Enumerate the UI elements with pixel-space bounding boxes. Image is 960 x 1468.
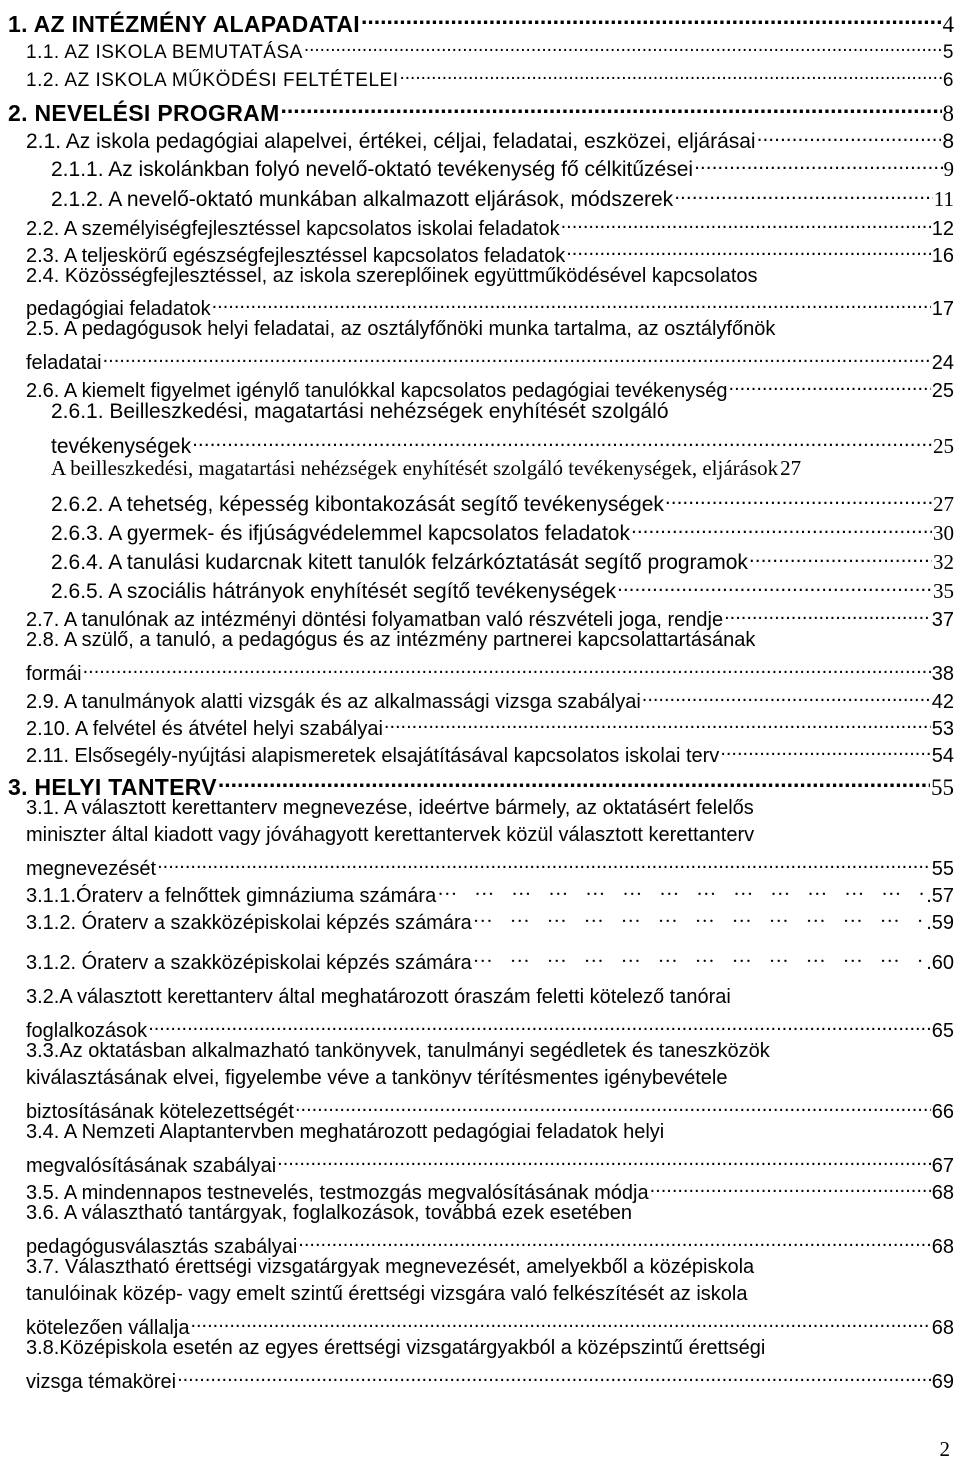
toc-entry-title: 2.6.5. A szociális hátrányok enyhítését segítő tevékenységek	[51, 580, 617, 604]
toc-entry[interactable]	[51, 515, 954, 546]
toc-entry-page: 24	[931, 352, 954, 374]
toc-entry-page: 68	[931, 1236, 954, 1258]
toc-entry[interactable]	[26, 711, 954, 741]
toc-entry-title-line: 3.6. A választható tantárgyak, foglalkozások, továbbá ezek esetében	[26, 1202, 632, 1224]
toc-entry-title-line: 2.8. A szülő, a tanuló, a pedagógus és az intézmény partnerei kapcsolattartásának	[26, 629, 756, 651]
toc-entry-title: 2. NEVELÉSI PROGRAM	[8, 99, 280, 126]
toc-entry-page: 9	[943, 157, 954, 182]
toc-entry-title: pedagógiai feladatok	[26, 298, 211, 320]
toc-leader	[157, 851, 931, 875]
toc-entry-page: .60	[926, 952, 954, 974]
toc-leader	[729, 373, 931, 397]
toc-entry-title-line: 3.1. A választott kerettanterv megnevezése, ideértve bármely, az oktatásért felelős	[26, 797, 754, 819]
toc-entry-title: foglalkozások	[26, 1020, 148, 1042]
toc-leader	[304, 35, 942, 58]
toc-entry-title: megvalósításának szabályai	[26, 1155, 277, 1177]
toc-entry-title: 1.2. AZ ISKOLA MŰKÖDÉSI FELTÉTELEI	[26, 69, 399, 91]
toc-leader	[665, 486, 932, 511]
toc-entry-page: 16	[931, 245, 954, 267]
toc-entry[interactable]	[8, 767, 954, 801]
toc-entry-page: 11	[933, 187, 954, 212]
toc-leader	[757, 123, 942, 148]
toc-entry-title: tevékenységek	[51, 435, 192, 459]
toc-entry[interactable]	[51, 573, 954, 604]
toc-leader	[361, 4, 942, 32]
toc-entry[interactable]	[26, 238, 954, 268]
toc-entry[interactable]	[26, 656, 954, 686]
toc-entry-title-line: tanulóinak közép- vagy emelt szintű érettségi vizsgára való felkészítését az iskola	[26, 1283, 748, 1305]
toc-entry-page: 8	[942, 130, 954, 154]
toc-entry-page: 53	[931, 718, 954, 740]
toc-leader	[437, 878, 925, 902]
toc-entry[interactable]	[26, 1229, 954, 1259]
toc-entry-title: 2.10. A felvétel és átvétel helyi szabályai	[26, 718, 383, 740]
toc-entry-title: 2.2. A személyiségfejlesztéssel kapcsolatos iskolai feladatok	[26, 218, 560, 240]
toc-entry-page: 32	[933, 550, 954, 575]
toc-entry-title-line: 2.6.1. Beilleszkedési, magatartási nehézségek enyhítését szolgáló	[51, 400, 669, 423]
toc-leader	[212, 291, 931, 315]
toc-entry-title-line: kiválasztásának elvei, figyelembe véve a tankönyv térítésmentes igénybevétele	[26, 1067, 728, 1089]
toc-entry-title: 2.6.3. A gyermek- és ifjúságvédelemmel kapcsolatos feladatok	[51, 522, 630, 546]
toc-entry[interactable]	[26, 35, 954, 64]
toc-entry-title: biztosításának kötelezettségét	[26, 1101, 294, 1123]
toc-entry[interactable]	[26, 123, 954, 154]
toc-entry[interactable]	[26, 684, 954, 714]
toc-entry[interactable]	[26, 1364, 954, 1394]
toc-entry-page: 5	[942, 41, 954, 63]
toc-leader	[295, 1094, 931, 1118]
toc-leader	[724, 602, 931, 626]
page-number: 2	[939, 1437, 950, 1461]
toc-entry[interactable]	[26, 345, 954, 375]
toc-leader	[631, 515, 932, 540]
toc-entry-page: .57	[926, 885, 954, 907]
toc-leader	[561, 211, 931, 235]
toc-entry-title: megnevezését	[26, 858, 157, 880]
toc-leader	[720, 738, 930, 762]
toc-entry[interactable]	[51, 486, 954, 517]
toc-entry-page: 55	[931, 774, 954, 800]
toc-entry[interactable]	[51, 456, 954, 481]
toc-leader	[617, 573, 932, 598]
toc-entry[interactable]	[26, 291, 954, 321]
toc-entry-title: 2.1.2. A nevelő-oktató munkában alkalmazott eljárások, módszerek	[51, 188, 674, 212]
toc-entry-page: 42	[931, 691, 954, 713]
toc-entry-title-line: 3.2.A választott kerettanterv által meghatározott óraszám feletti kötelező tanórai	[26, 986, 731, 1008]
toc-entry-title-line: 3.3.Az oktatásban alkalmazható tankönyvek, tanulmányi segédletek és taneszközök	[26, 1040, 770, 1062]
toc-entry[interactable]	[26, 1310, 954, 1340]
toc-entry[interactable]	[26, 945, 954, 975]
toc-entry-title: 2.3. A teljeskörű egészségfejlesztéssel kapcsolatos feladatok	[26, 245, 566, 267]
toc-entry[interactable]	[26, 1175, 954, 1205]
toc-entry-page: 38	[931, 663, 954, 685]
toc-entry-page: 55	[931, 858, 954, 880]
toc-entry-page: 35	[933, 579, 954, 604]
toc-leader	[400, 63, 942, 86]
toc-entry[interactable]	[26, 1013, 954, 1043]
toc-entry-title: 3.1.2. Óraterv a szakközépiskolai képzés számára	[26, 952, 472, 974]
toc-entry-page: 37	[931, 609, 954, 631]
toc-leader	[192, 428, 932, 453]
toc-leader	[177, 1364, 931, 1388]
toc-entry[interactable]	[26, 373, 954, 403]
toc-entry[interactable]	[51, 181, 954, 212]
toc-entry-title: 2.9. A tanulmányok alatti vizsgák és az alkalmassági vizsga szabályai	[26, 691, 641, 713]
toc-leader	[566, 238, 931, 262]
toc-entry-title: 2.1. Az iskola pedagógiai alapelvei, értékei, céljai, feladatai, eszközei, eljárásai	[26, 130, 756, 154]
toc-leader	[674, 181, 933, 206]
toc-entry[interactable]	[26, 211, 954, 241]
toc-entry-title: 3.5. A mindennapos testnevelés, testmozgás megvalósításának módja	[26, 1182, 649, 1204]
toc-entry[interactable]	[8, 93, 954, 127]
toc-leader	[83, 656, 931, 680]
toc-entry-page: .59	[926, 912, 954, 934]
toc-entry-page: 8	[942, 100, 954, 126]
toc-leader	[190, 1310, 930, 1334]
toc-entry-page: 54	[931, 745, 954, 767]
toc-entry-page: 4	[942, 11, 954, 37]
toc-entry-title: 2.7. A tanulónak az intézményi döntési folyamatban való részvételi joga, rendje	[26, 609, 724, 631]
toc-leader	[103, 345, 931, 369]
toc-entry-title-line: 3.7. Választható érettségi vizsgatárgyak megnevezését, amelyekből a középiskola	[26, 1256, 755, 1278]
toc-leader	[749, 544, 932, 569]
toc-entry-page: 25	[931, 380, 954, 402]
toc-entry[interactable]	[26, 738, 954, 768]
toc-leader	[277, 1148, 931, 1172]
toc-entry-title: 3. HELYI TANTERV	[8, 773, 217, 800]
toc-entry-title: A beilleszkedési, magatartási nehézségek enyhítését szolgáló tevékenységek, eljárások	[51, 456, 779, 480]
toc-entry-title: 3.1.2. Óraterv a szakközépiskolai képzés számára	[26, 912, 472, 934]
toc-leader	[473, 905, 925, 929]
toc-entry-page: 27	[933, 492, 954, 517]
toc-leader	[384, 711, 931, 735]
toc-entry-page: 67	[931, 1155, 954, 1177]
toc-leader	[148, 1013, 931, 1037]
toc-entry[interactable]	[8, 4, 954, 38]
toc-entry[interactable]	[26, 851, 954, 881]
toc-entry-title-line: 2.4. Közösségfejlesztéssel, az iskola szereplőinek együttműködésével kapcsolatos	[26, 265, 758, 287]
toc-leader	[218, 767, 930, 795]
toc-leader	[473, 945, 925, 969]
toc-entry[interactable]	[51, 544, 954, 575]
toc-entry[interactable]	[26, 602, 954, 632]
toc-entry-title: 2.6.2. A tehetség, képesség kibontakozását segítő tevékenységek	[51, 493, 664, 517]
toc-leader	[694, 151, 942, 176]
toc-entry-page: 68	[931, 1182, 954, 1204]
toc-entry-page: 6	[942, 69, 954, 91]
toc-entry-page: 25	[933, 434, 954, 459]
toc-entry-title: 1.1. AZ ISKOLA BEMUTATÁSA	[26, 41, 303, 63]
toc-entry-title-line: 3.8.Középiskola esetén az egyes érettségi vizsgatárgyakból a középszintű érettségi	[26, 1337, 766, 1359]
toc-entry-title: 2.6. A kiemelt figyelmet igénylő tanulókkal kapcsolatos pedagógiai tevékenység	[26, 380, 728, 402]
toc-leader	[281, 93, 942, 121]
toc-entry-title-line: 2.5. A pedagógusok helyi feladatai, az osztályfőnöki munka tartalma, az osztályfőnök	[26, 318, 776, 340]
toc-entry[interactable]	[26, 1094, 954, 1124]
toc-entry-title: formái	[26, 663, 82, 685]
toc-entry[interactable]	[51, 151, 954, 182]
toc-entry-title: 2.1.1. Az iskolánkban folyó nevelő-oktató tevékenység fő célkitűzései	[51, 158, 694, 182]
toc-entry-title: vizsga témakörei	[26, 1371, 177, 1393]
toc-entry[interactable]	[26, 1148, 954, 1178]
toc-entry-page: 12	[931, 218, 954, 240]
toc-entry-page: 27	[780, 456, 802, 480]
toc-leader	[642, 684, 931, 708]
toc-entry-title: 2.11. Elsősegély-nyújtási alapismeretek elsajátításával kapcsolatos iskolai terv	[26, 745, 720, 767]
toc-entry[interactable]	[51, 428, 954, 459]
toc-entry[interactable]	[26, 878, 954, 908]
toc-entry-page: 30	[933, 521, 954, 546]
toc-entry[interactable]	[26, 63, 954, 92]
toc-entry-title-line: miniszter által kiadott vagy jóváhagyott kerettantervek közül választott kerettanterv	[26, 824, 755, 846]
toc-leader	[650, 1175, 931, 1199]
toc-entry-page: 66	[931, 1101, 954, 1123]
toc-entry-title: kötelezően vállalja	[26, 1317, 190, 1339]
toc-entry-title: 2.6.4. A tanulási kudarcnak kitett tanulók felzárkóztatását segítő programok	[51, 551, 748, 575]
toc-entry-title-line: 3.4. A Nemzeti Alaptantervben meghatározott pedagógiai feladatok helyi	[26, 1121, 665, 1143]
toc-entry-page: 65	[931, 1020, 954, 1042]
toc-entry-title: feladatai	[26, 352, 102, 374]
toc-entry-page: 17	[931, 298, 954, 320]
toc-entry-page: 69	[931, 1371, 954, 1393]
toc-entry-title: 1. AZ INTÉZMÉNY ALAPADATAI	[8, 10, 360, 37]
toc-leader	[298, 1229, 930, 1253]
toc-entry-title: 3.1.1.Óraterv a felnőttek gimnáziuma számára	[26, 885, 437, 907]
toc-entry[interactable]	[26, 905, 954, 935]
toc-entry-title: pedagógusválasztás szabályai	[26, 1236, 298, 1258]
toc-entry-page: 68	[931, 1317, 954, 1339]
